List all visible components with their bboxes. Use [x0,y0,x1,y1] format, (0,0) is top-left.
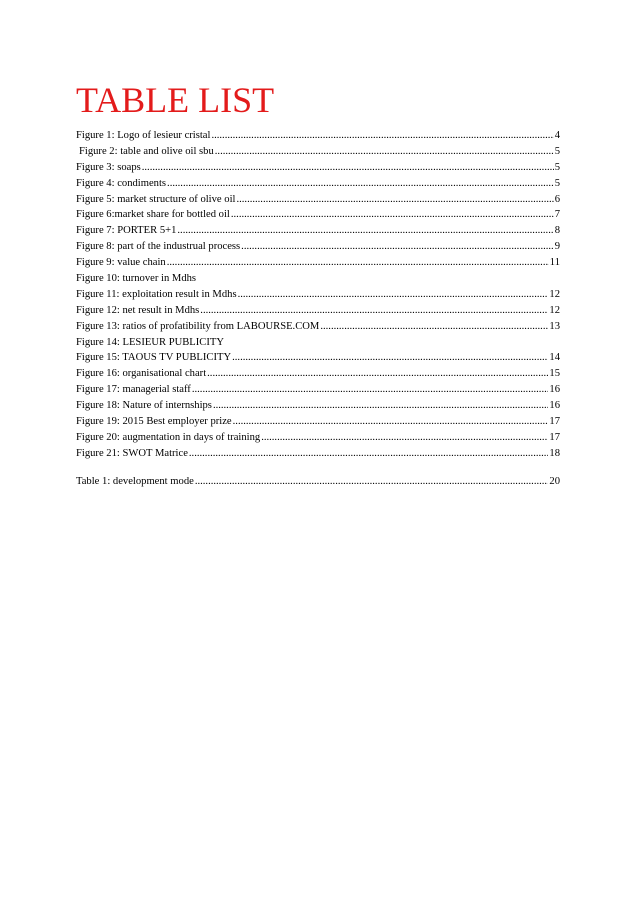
figure-entry[interactable] [76,382,560,398]
toc-entry-label: Figure 12: net result in Mdhs [76,304,200,316]
figure-entry[interactable] [76,223,560,239]
figure-entry[interactable] [76,271,560,287]
toc-entry-label: Table 1: development mode [76,475,194,487]
figure-entry[interactable] [76,350,560,366]
toc-entry-label: Figure 2: table and olive oil sbu [79,145,214,157]
toc-entry-label: Figure 15: TAOUS TV PUBLICITY [76,352,232,364]
toc-entry-label: Figure 1: Logo of lesieur cristal [76,130,211,141]
toc-entry-page-number: 6 [554,193,560,205]
toc-entry-page-number: 18 [549,447,560,459]
toc-entry-page-number: 16 [549,400,560,412]
dot-leader [213,398,548,414]
toc-entry-label: Figure 20: augmentation in days of training [76,431,261,443]
toc-entry-page-number: 8 [554,225,560,237]
toc-entry-label: Figure 6:market share for bottled oil [76,209,230,221]
table-entry[interactable] [76,474,560,490]
dot-leader [189,446,549,462]
toc-entry-label: Figure 11: exploitation result in Mdhs [76,288,237,300]
figure-entry[interactable] [76,176,560,192]
dot-leader [238,287,549,303]
dot-leader [195,474,549,490]
figure-entry[interactable] [76,366,560,382]
dot-leader [167,176,554,192]
toc-entry-page-number: 12 [549,304,560,316]
toc-entry-page-number: 11 [549,257,560,269]
figure-entry[interactable] [76,446,560,462]
dot-leader [320,319,548,335]
toc-entry-label: Figure 10: turnover in Mdhs [76,273,197,285]
dot-leader [192,382,549,398]
dot-leader [236,192,553,208]
dot-leader [142,160,554,176]
figure-entry[interactable] [76,255,560,271]
figure-entry[interactable] [76,287,560,303]
dot-leader [261,430,548,446]
figure-entry[interactable] [76,398,560,414]
toc-entry-label: Figure 16: organisational chart [76,368,207,380]
dot-leader [200,303,548,319]
figure-entry[interactable] [76,128,560,144]
dot-leader [241,239,554,255]
toc-entry-page-number: 14 [549,352,560,364]
figure-entry[interactable] [76,192,560,208]
dot-leader [211,128,553,144]
toc-entry-page-number: 17 [549,431,560,443]
figure-entry[interactable] [76,414,560,430]
dot-leader [207,366,548,382]
table-of-contents [76,128,560,490]
dot-leader [233,414,549,430]
toc-entry-label: Figure 18: Nature of internships [76,400,212,412]
figure-entry[interactable] [76,303,560,319]
section-gap [76,462,560,474]
toc-entry-label: Figure 5: market structure of olive oil [76,193,236,205]
toc-entry-page-number: 4 [554,130,560,141]
dot-leader [231,207,554,223]
figure-entry[interactable] [76,144,560,160]
toc-entry-page-number: 5 [554,177,560,189]
toc-entry-label: Figure 13: ratios of profatibility from LABOURSE.COM [76,320,320,332]
toc-entry-label: Figure 4: condiments [76,177,167,189]
figure-entry[interactable] [76,319,560,335]
toc-entry-page-number: 5 [554,145,560,157]
toc-entry-label: Figure 9: value chain [76,257,166,269]
toc-entry-label: Figure 14: LESIEUR PUBLICITY [76,336,225,348]
dot-leader [232,350,548,366]
toc-entry-page-number: 16 [549,384,560,396]
toc-entry-label: Figure 3: soaps [76,161,141,173]
dot-leader [177,223,553,239]
figure-list [76,128,560,462]
toc-entry-page-number: 7 [554,209,560,221]
page-title: TABLE LIST [76,80,275,120]
toc-entry-page-number: 13 [549,320,560,332]
toc-entry-label: Figure 19: 2015 Best employer prize [76,416,232,428]
toc-entry-label: Figure 21: SWOT Matrice [76,447,188,459]
figure-entry[interactable] [76,430,560,446]
toc-entry-page-number: 5 [554,161,560,173]
dot-leader [167,255,549,271]
toc-entry-label: Figure 17: managerial staff [76,384,191,396]
figure-entry[interactable] [76,160,560,176]
figure-entry[interactable] [76,239,560,255]
toc-entry-page-number: 20 [549,475,560,487]
toc-entry-page-number: 12 [549,288,560,300]
toc-entry-page-number: 9 [554,241,560,253]
toc-entry-page-number: 15 [549,368,560,380]
table-list [76,474,560,490]
toc-entry-label: Figure 8: part of the industrual process [76,241,241,253]
dot-leader [215,144,554,160]
figure-entry[interactable] [76,207,560,223]
toc-entry-label: Figure 7: PORTER 5+1 [76,225,177,237]
toc-entry-page-number: 17 [549,416,560,428]
figure-entry[interactable] [76,335,560,351]
